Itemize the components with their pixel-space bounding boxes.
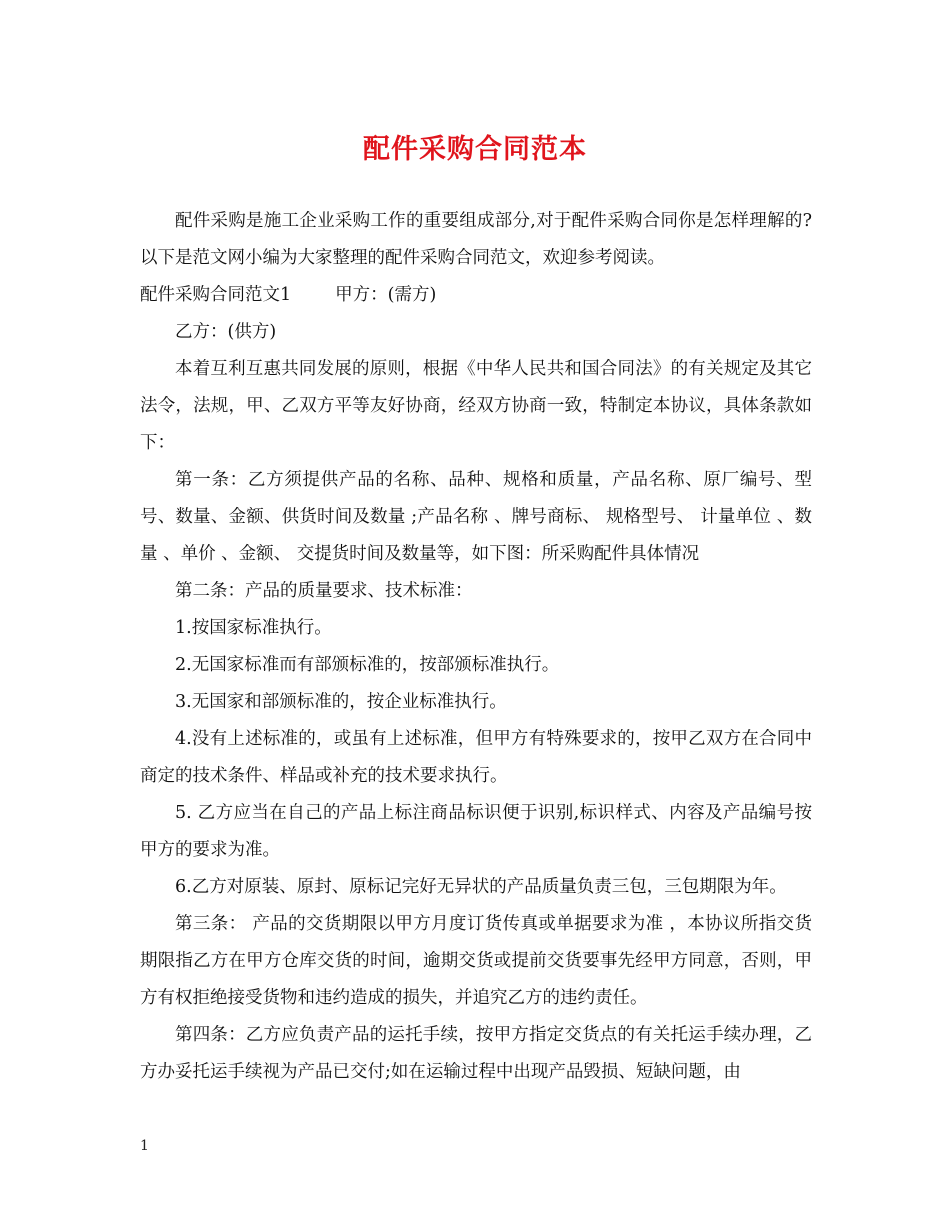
quality-item-4: 4.没有上述标准的，或虽有上述标准，但甲方有特殊要求的，按甲乙双方在合同中商定的技术条件、样品或补充的技术要求执行。 [140,729,812,786]
article-1-paragraph: 第一条：乙方须提供产品的名称、品种、规格和质量，产品名称、原厂编号、型号、数量、金额、供货时间及数量 ;产品名称 、牌号商标、 规格型号、 计量单位 、数量 、单价 、金额、 交提货时间及数量等，如下图：所采购配件具体情况 [140,470,812,564]
quality-item-2: 2.无国家标准而有部颁标准的，按部颁标准执行。 [175,655,560,675]
quality-item-3: 3.无国家和部颁标准的，按企业标准执行。 [175,692,507,712]
intro-paragraph: 配件采购是施工企业采购工作的重要组成部分,对于配件采购合同你是怎样理解的?以下是范文网小编为大家整理的配件采购合同范文，欢迎参考阅读。 [140,211,812,268]
article-4-paragraph: 第四条：乙方应负责产品的运托手续，按甲方指定交货点的有关托运手续办理，乙方办妥托运手续视为产品已交付;如在运输过程中出现产品毁损、短缺问题，由 [140,1025,812,1082]
sample-heading: 配件采购合同范文1 [140,285,292,305]
document-title: 配件采购合同范本 [363,134,587,165]
page-number: 1 [140,1138,149,1154]
party-b-label: 乙方：(供方) [175,322,277,342]
party-a-label: 甲方：(需方) [335,285,437,305]
article-2-heading: 第二条：产品的质量要求、技术标准： [175,581,473,601]
quality-item-6: 6.乙方对原装、原封、原标记完好无异状的产品质量负责三包，三包期限为年。 [175,877,787,897]
sample-heading-line [140,277,812,314]
quality-item-1: 1.按国家标准执行。 [175,618,332,638]
article-3-paragraph: 第三条： 产品的交货期限以甲方月度订货传真或单据要求为准 ，本协议所指交货期限指乙方在甲方仓库交货的时间，逾期交货或提前交货要事先经甲方同意，否则，甲方有权拒绝接受货物和违约造成的损失，并追究乙方的违约责任。 [140,914,812,1008]
quality-item-5: 5. 乙方应当在自己的产品上标注商品标识便于识别,标识样式、内容及产品编号按甲方的要求为准。 [140,803,812,860]
preamble-paragraph: 本着互利互惠共同发展的原则，根据《中华人民共和国合同法》的有关规定及其它法令，法规，甲、乙双方平等友好协商，经双方协商一致，特制定本协议，具体条款如下： [140,359,812,453]
document-body [140,203,812,1091]
